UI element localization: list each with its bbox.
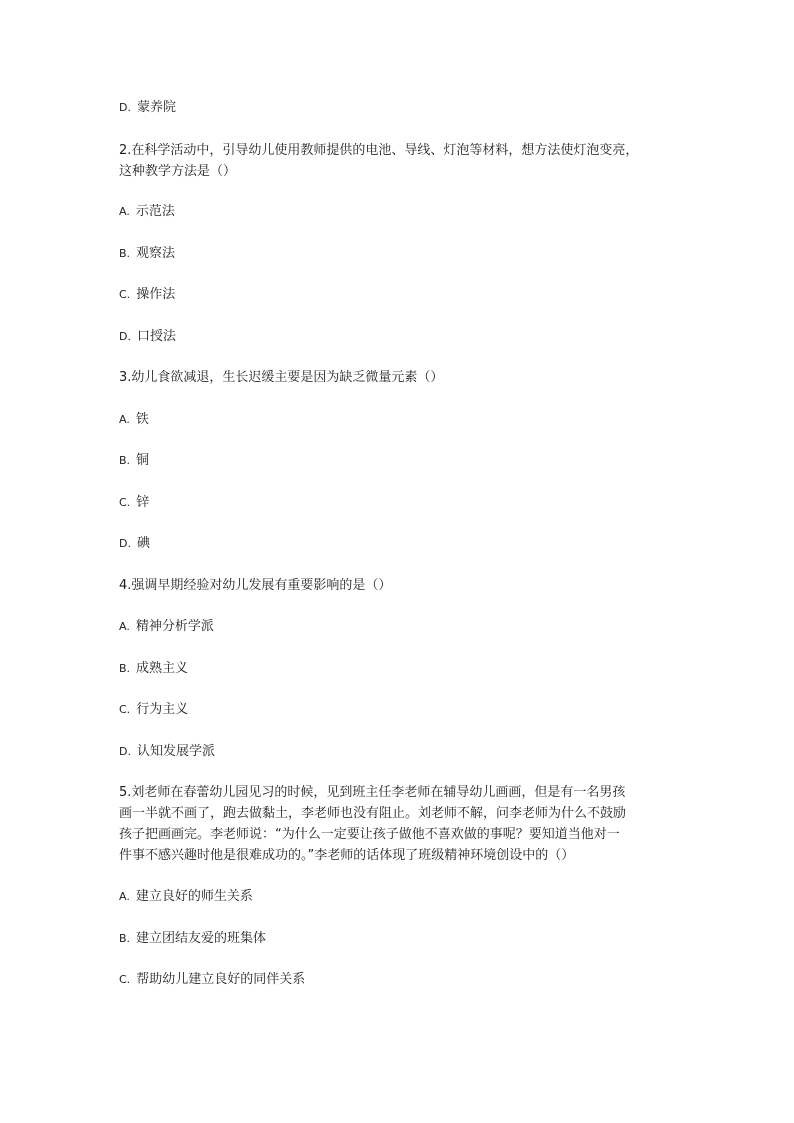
q4-stem xyxy=(119,575,679,596)
q1-option-d xyxy=(119,97,176,118)
option-letter: D. xyxy=(119,745,131,758)
option-letter: C. xyxy=(119,703,131,716)
option-text: 建立团结友爱的班集体 xyxy=(136,931,267,946)
q5-option-b xyxy=(119,928,266,949)
option-text: 铜 xyxy=(136,453,150,468)
option-letter: C. xyxy=(119,496,131,509)
q2-option-a xyxy=(119,201,175,222)
option-letter: A. xyxy=(119,413,130,426)
q4-option-a xyxy=(119,616,214,637)
option-letter: A. xyxy=(119,205,130,218)
q2-option-b xyxy=(119,243,175,264)
q3-option-a xyxy=(119,409,149,430)
option-letter: D. xyxy=(119,330,131,343)
option-letter: A. xyxy=(119,890,130,903)
q2-stem xyxy=(119,140,679,182)
q5-stem xyxy=(119,782,679,866)
option-text: 锌 xyxy=(136,495,150,510)
question-stem-line: 孩子把画画完。李老师说：“为什么一定要让孩子做他不喜欢做的事呢？要知道当他对一 xyxy=(119,827,620,842)
q5-option-c xyxy=(119,969,305,990)
option-letter: B. xyxy=(119,932,131,945)
option-letter: A. xyxy=(119,620,130,633)
q3-option-b xyxy=(119,450,149,471)
q5-option-a xyxy=(119,886,253,907)
option-text: 精神分析学派 xyxy=(135,619,214,634)
q4-option-d xyxy=(119,741,215,762)
option-text: 操作法 xyxy=(136,287,176,302)
question-stem-line: 件事不感兴趣时他是很难成功的。”李老师的话体现了班级精神环境创设中的（） xyxy=(119,848,575,863)
option-letter: B. xyxy=(119,247,131,260)
option-text: 碘 xyxy=(136,536,150,551)
option-text: 帮助幼儿建立良好的同伴关系 xyxy=(136,972,306,987)
q3-option-d xyxy=(119,533,150,554)
q2-option-d xyxy=(119,326,176,347)
option-text: 观察法 xyxy=(136,246,176,261)
question-stem-line: 这种教学方法是（） xyxy=(119,164,237,179)
q3-option-c xyxy=(119,492,149,513)
option-letter: D. xyxy=(119,101,131,114)
option-letter: C. xyxy=(119,973,131,986)
option-text: 认知发展学派 xyxy=(136,744,215,759)
option-letter: D. xyxy=(119,537,131,550)
question-stem-line: 5.刘老师在春蕾幼儿园见习的时候，见到班主任李老师在辅导幼儿画画，但是有一名男孩 xyxy=(119,785,626,800)
q4-option-c xyxy=(119,699,188,720)
option-letter: B. xyxy=(119,454,131,467)
question-stem-line: 3.幼儿食欲减退，生长迟缓主要是因为缺乏微量元素（） xyxy=(119,370,444,385)
q4-option-b xyxy=(119,658,188,679)
question-stem-line: 2.在科学活动中，引导幼儿使用教师提供的电池、导线、灯泡等材料，想方法使灯泡变亮， xyxy=(119,143,639,158)
q2-option-c xyxy=(119,284,175,305)
option-text: 蒙养院 xyxy=(136,100,176,115)
option-text: 口授法 xyxy=(136,329,176,344)
question-stem-line: 4.强调早期经验对幼儿发展有重要影响的是（） xyxy=(119,578,392,593)
option-text: 建立良好的师生关系 xyxy=(135,889,253,904)
q3-stem xyxy=(119,367,679,388)
option-text: 示范法 xyxy=(135,204,175,219)
option-text: 成熟主义 xyxy=(136,661,189,676)
question-stem-line: 画一半就不画了，跑去做黏土，李老师也没有阻止。刘老师不解，问李老师为什么不鼓励 xyxy=(119,806,627,821)
option-letter: C. xyxy=(119,288,131,301)
option-text: 行为主义 xyxy=(136,702,189,717)
option-letter: B. xyxy=(119,662,131,675)
option-text: 铁 xyxy=(135,412,149,427)
